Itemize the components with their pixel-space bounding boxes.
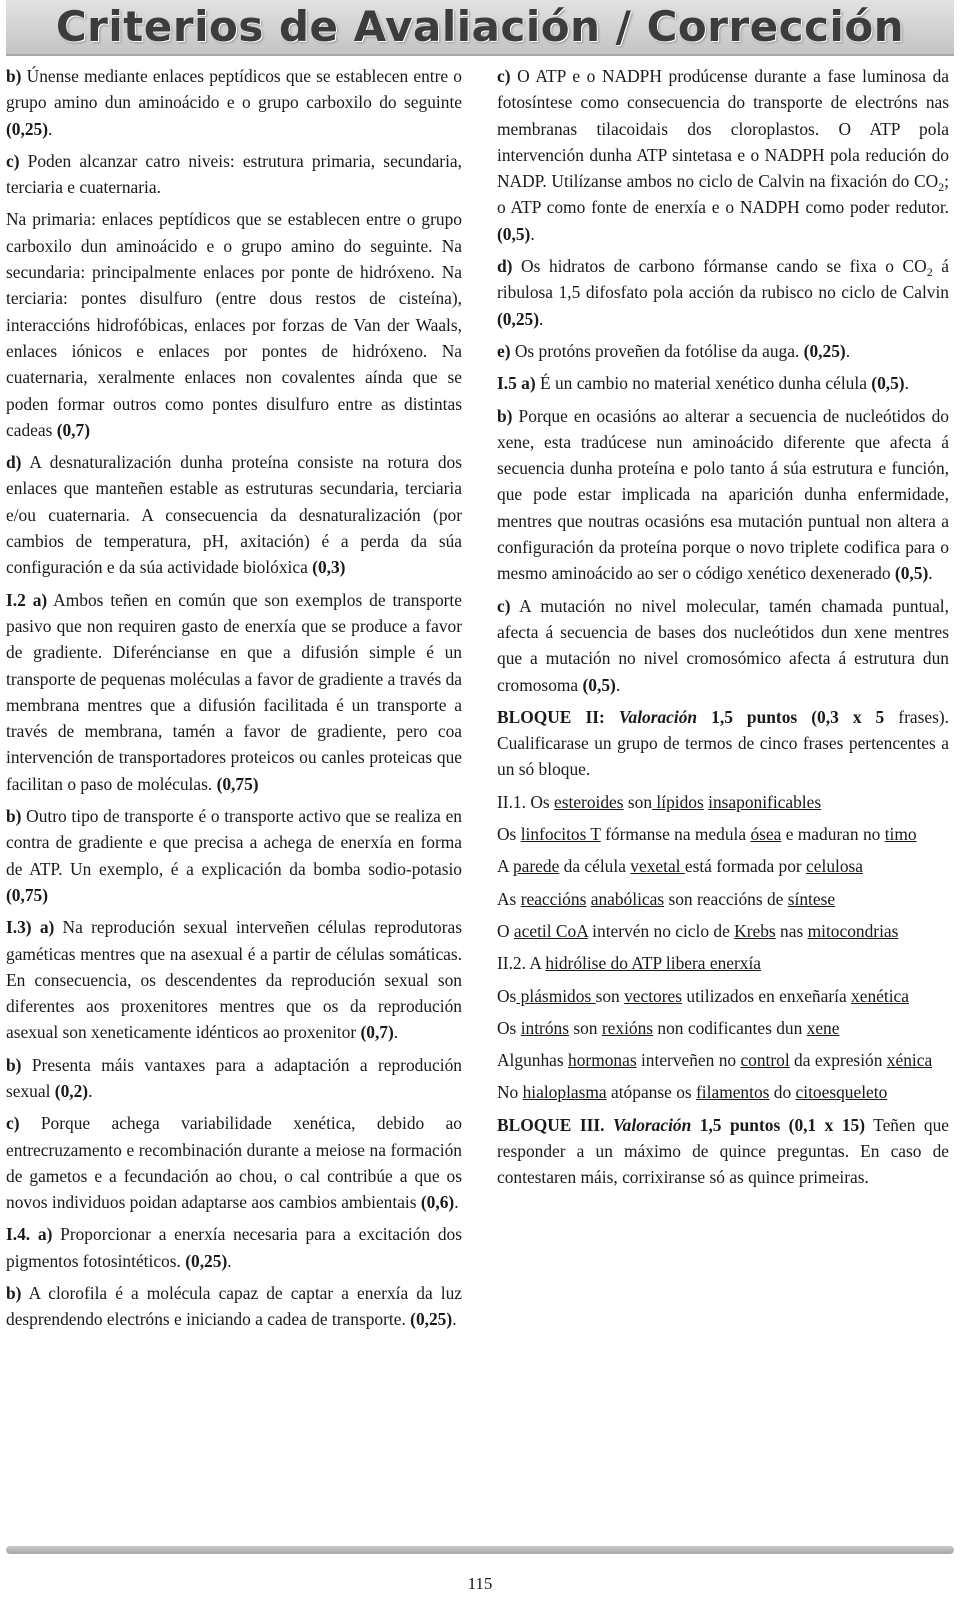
underlined-term: lípidos [652, 791, 704, 812]
answer-4b [6, 1280, 462, 1333]
underlined-term: timo [884, 824, 917, 845]
answer-3a [6, 914, 462, 1045]
sentence-text: Os [497, 1017, 521, 1038]
underlined-term: parede [512, 856, 560, 877]
item-label: b) [6, 66, 22, 86]
sentence-text: As [497, 888, 521, 909]
sentence-text: non codificantes dun [653, 1017, 807, 1038]
sentence-text: II.1. Os [497, 791, 554, 812]
answer-text: Proporcionar a enerxía necesaria para a excitación dos pigmentos fotosintéticos. [6, 1224, 462, 1271]
sentence-text: fórmanse na medula [600, 824, 751, 845]
underlined-term: síntese [787, 888, 836, 909]
answer-1c-detail [6, 206, 462, 443]
underlined-term: plásmidos [516, 985, 596, 1006]
answer-text-cont: ; o ATP como fonte de enerxía e o NADPH como poder redutor. [497, 171, 949, 218]
underlined-term: Krebs [734, 920, 776, 941]
sentence-text: II.2. A [497, 953, 546, 974]
item-label: d) [6, 452, 22, 473]
score: (0,5) [582, 674, 616, 695]
answer-text: Na reprodución sexual interveñen células reprodutoras gaméticas mentres que na asexual é a partir de células somáticas. En consecuencia, os descendentes da reprodución sexual son diferentes aos proxenitores mentres que os da reprodución asexual son xeneticamente idénticos ao proxenitor [6, 917, 462, 1043]
bloque-iii-heading [497, 1112, 949, 1191]
score: (0,75) [216, 773, 259, 794]
answer-end: . [615, 674, 621, 695]
underlined-term: celulosa [806, 856, 864, 877]
answer-text: Os hidratos de carbono fórmanse cando se fixa o CO [512, 256, 927, 277]
item-label: c) [497, 595, 511, 616]
answer-text: Únense mediante enlaces peptídicos que se establecen entre o grupo amino dun aminoácido e o grupo carboxilo do seguinte [6, 66, 462, 113]
sentence-6 [497, 950, 949, 976]
sentence-text: atópanse os [606, 1082, 697, 1103]
item-label: b) [6, 806, 22, 827]
score: (0,25) [497, 308, 540, 329]
underlined-term: vectores [624, 985, 683, 1006]
sentence-text: son [569, 1017, 602, 1038]
answer-3c [6, 1110, 462, 1215]
footer-rule [6, 1546, 954, 1554]
item-label: d) [497, 256, 513, 277]
score: (0,3) [312, 557, 346, 578]
score: (0,25) [185, 1250, 228, 1271]
answer-4c [497, 63, 949, 247]
score: (0,5) [871, 373, 905, 394]
sentence-text: intervén no ciclo de [587, 920, 735, 941]
sentence-text: interveñen no [636, 1050, 741, 1071]
section-text: Teñen que responder a un máximo de quince preguntas. En caso de contestaren máis, corrixiranse só as quince primeiras. [497, 1114, 949, 1188]
subscript: 2 [926, 265, 933, 280]
answer-end: . [928, 563, 933, 584]
answer-5b [497, 403, 949, 587]
answer-end: . [454, 1192, 459, 1213]
item-label: I.4. a) [6, 1224, 53, 1245]
answer-end: . [88, 1080, 93, 1101]
sentence-text: son reaccións de [664, 888, 788, 909]
underlined-term: intróns [520, 1017, 569, 1038]
underlined-term: reaccións [520, 888, 587, 909]
sentence-text: Os [497, 985, 517, 1006]
answer-text: Na primaria: enlaces peptídicos que se establecen entre o grupo carboxilo dun aminoácido e o grupo amino do seguinte. Na secundaria: principalmente enlaces por ponte de hidróxeno. Na terciaria: pontes disulfuro (entre dous restos de cisteína), interaccións hidrofóbicas, enlaces por forzas de Van der Waals, enlaces iónicos e enlaces por pontes de hidróxeno. Na cuaternaria, xeralmente enlaces non covalentes aínda que se poden formar outros como pontes disulfuro entre as distintas cadeas [6, 209, 462, 440]
sentence-text: No [497, 1082, 523, 1103]
score: (0,25) [6, 118, 49, 139]
section-space [797, 707, 811, 727]
item-label: I.2 a) [6, 589, 48, 610]
underlined-term: acetil CoA [513, 920, 588, 941]
underlined-term: filamentos [696, 1082, 770, 1103]
answer-text: É un cambio no material xenético dunha célula [535, 373, 872, 394]
sentence-8 [497, 1015, 949, 1041]
score: (0,2) [54, 1080, 89, 1101]
answer-text: Porque achega variabilidade xenética, debido ao entrecruzamento e recombinación durante a meiose na formación de gametos e a fecundación ao chou, o cal contribúe a que os novos individuos poidan adaptarse aos cambios ambientais [6, 1113, 462, 1213]
sentence-10 [497, 1079, 949, 1105]
underlined-term: hialoplasma [522, 1082, 607, 1103]
underlined-term: xene [806, 1017, 840, 1038]
answer-text: O ATP e o NADPH prodúcense durante a fase luminosa da fotosíntese como consecuencia do transporte de electróns nas membranas tilacoidais dos cloroplastos. O ATP pola intervención dunha ATP sintetasa e o NADPH pola redución do NADP. Utilízanse ambos no ciclo de Calvin na fixación do CO [497, 66, 949, 192]
item-label: b) [6, 1283, 22, 1304]
sentence-1 [497, 789, 949, 815]
answer-5c [497, 593, 949, 698]
sentence-text: son [623, 791, 653, 812]
score: (0,25) [410, 1309, 453, 1330]
answer-end: . [452, 1309, 457, 1330]
subscript: 2 [938, 180, 945, 195]
answer-4e [497, 338, 949, 364]
answer-5a [497, 370, 949, 396]
sentence-text: está formada por [684, 856, 807, 877]
score: (0,25) [803, 340, 846, 361]
underlined-term: ósea [750, 824, 782, 845]
section-points: 1,5 puntos (0,1 x 15) [691, 1114, 866, 1135]
header-band [6, 0, 954, 56]
answer-4a [6, 1221, 462, 1274]
section-label: BLOQUE II: [497, 706, 605, 727]
section-label: BLOQUE III. [497, 1114, 605, 1135]
answer-end: . [48, 118, 53, 139]
answer-text: Os protóns proveñen da fotólise da auga. [510, 340, 804, 361]
answer-text: Poden alcanzar catro niveis: estrutura primaria, secundaria, terciaria e cuaternaria. [6, 150, 462, 198]
sentence-text: utilizados en enxeñaría [682, 985, 852, 1006]
answer-end: . [227, 1250, 232, 1271]
score: (0,7) [56, 419, 91, 440]
sentence-4 [497, 886, 949, 912]
underlined-term: xénica [886, 1050, 933, 1071]
underlined-term: hidrólise do ATP libera enerxía [545, 953, 762, 974]
underlined-term: insaponificables [708, 791, 822, 812]
answer-text: A mutación no nivel molecular, tamén chamada puntual, afecta á secuencia de bases dos nucleótidos dun xene mentres que a mutación no nivel cromosómico afecta á estrutura dun cromosoma [497, 595, 949, 695]
underlined-term: rexións [601, 1017, 654, 1038]
section-italic: Valoración [618, 706, 698, 727]
underlined-term: mitocondrias [807, 920, 899, 941]
underlined-term: vexetal [630, 856, 685, 877]
answer-1b [6, 63, 462, 142]
sentence-3 [497, 853, 949, 879]
score: (0,75) [6, 884, 49, 905]
right-column [497, 63, 949, 1191]
answer-text: A desnaturalización dunha proteína consiste na rotura dos enlaces que manteñen estable as estruturas secundaria, terciaria e/ou cuaternaria. A consecuencia da desnaturalización (por cambios de temperatura, pH, axitación) é a perda da súa configuración e da súa actividade biolóxica [6, 452, 462, 578]
section-points: 1,5 puntos [697, 706, 798, 727]
answer-1d [6, 449, 462, 580]
answer-2b [6, 803, 462, 908]
answer-text: Ambos teñen en común que son exemplos de transporte pasivo que non requiren gasto de enerxía que se produce a favor de gradiente. Diferéncianse en que a difusión simple é un transporte de pequenas moléculas a favor de gradiente a través da membrana mentres que a difusión facilitada é un transporte a través de membrana, tamén a favor de gradiente, pero coa intervención de transportadores proteicos ou canles proteicas que facilitan o paso de moléculas. [6, 589, 462, 794]
left-column [6, 63, 462, 1333]
score: (0,6) [420, 1192, 455, 1213]
score: (0,7) [360, 1022, 394, 1043]
bloque-ii-heading [497, 704, 949, 783]
answer-end: . [530, 223, 535, 244]
score: (0,5) [894, 563, 929, 584]
score: (0,5) [497, 223, 531, 244]
sentence-text: A [497, 856, 513, 877]
sentence-7 [497, 983, 949, 1009]
answer-end: . [393, 1022, 399, 1043]
sentence-text: da expresión [789, 1050, 887, 1071]
item-label: c) [6, 150, 20, 171]
sentence-5 [497, 918, 949, 944]
item-label: b) [497, 405, 513, 426]
sentence-text: Os [497, 824, 521, 845]
sentence-9 [497, 1047, 949, 1073]
answer-text: Presenta máis vantaxes para a adaptación a reprodución sexual [6, 1054, 462, 1101]
sentence-text: O [497, 920, 514, 941]
underlined-term: xenética [851, 985, 909, 1006]
answer-text: Porque en ocasións ao alterar a secuencia de nucleótidos do xene, esta tradúcese nun aminoácido diferente que afecta á secuencia dunha proteína e polo tanto á súa estrutura e función, que pode estar implicada na aparición dunha enfermidade, mentres que noutras ocasións esa mutación puntual non altera a configuración da proteína porque o novo triplete codifica para o mesmo aminoácido ao ser o código xenético dexenerado [497, 405, 949, 584]
answer-2a [6, 587, 462, 797]
underlined-term: control [740, 1050, 790, 1071]
answer-4d [497, 253, 949, 332]
answer-1c [6, 148, 462, 201]
underlined-term: anabólicas [590, 888, 665, 909]
sentence-text: da célula [559, 856, 631, 877]
item-label: I.3) a) [6, 917, 55, 938]
answer-3b [6, 1052, 462, 1105]
answer-text-cont: á ribulosa 1,5 difosfato pola acción da rubisco no ciclo de Calvin [497, 256, 949, 303]
sentence-text: do [769, 1082, 796, 1103]
sentence-text: Algunhas [497, 1050, 569, 1071]
sentence-text: nas [775, 920, 808, 941]
answer-text: Outro tipo de transporte é o transporte activo que se realiza en contra de gradiente e que precisa a achega de enerxía en forma de ATP. Un exemplo, é a explicación da bomba sodio-potasio [6, 806, 462, 879]
section-text: frases). Cualificarase un grupo de termos de cinco frases pertencentes a un só bloque. [497, 706, 949, 780]
item-label: c) [497, 66, 511, 86]
answer-end: . [539, 308, 544, 329]
answer-end: . [845, 340, 851, 361]
item-label: c) [6, 1113, 20, 1134]
underlined-term: linfocitos T [520, 824, 601, 845]
sentence-text: son [595, 985, 625, 1006]
item-label: b) [6, 1054, 22, 1075]
answer-end: . [904, 373, 909, 394]
section-italic: Valoración [613, 1114, 692, 1135]
underlined-term: hormonas [568, 1050, 637, 1071]
sentence-text: e maduran no [781, 824, 885, 845]
item-label: e) [497, 340, 511, 361]
page-number: 115 [467, 1574, 493, 1593]
item-label: I.5 a) [497, 373, 536, 394]
underlined-term: esteroides [554, 791, 624, 812]
underlined-term: citoesqueleto [795, 1082, 888, 1103]
sentence-2 [497, 821, 949, 847]
answer-text: A clorofila é a molécula capaz de captar a enerxía da luz desprendendo electróns e iniciando a cadea de transporte. [6, 1283, 462, 1330]
section-scoring: (0,3 x 5 [811, 706, 885, 727]
page-title: Criterios de Avaliación / Corrección [55, 2, 905, 51]
